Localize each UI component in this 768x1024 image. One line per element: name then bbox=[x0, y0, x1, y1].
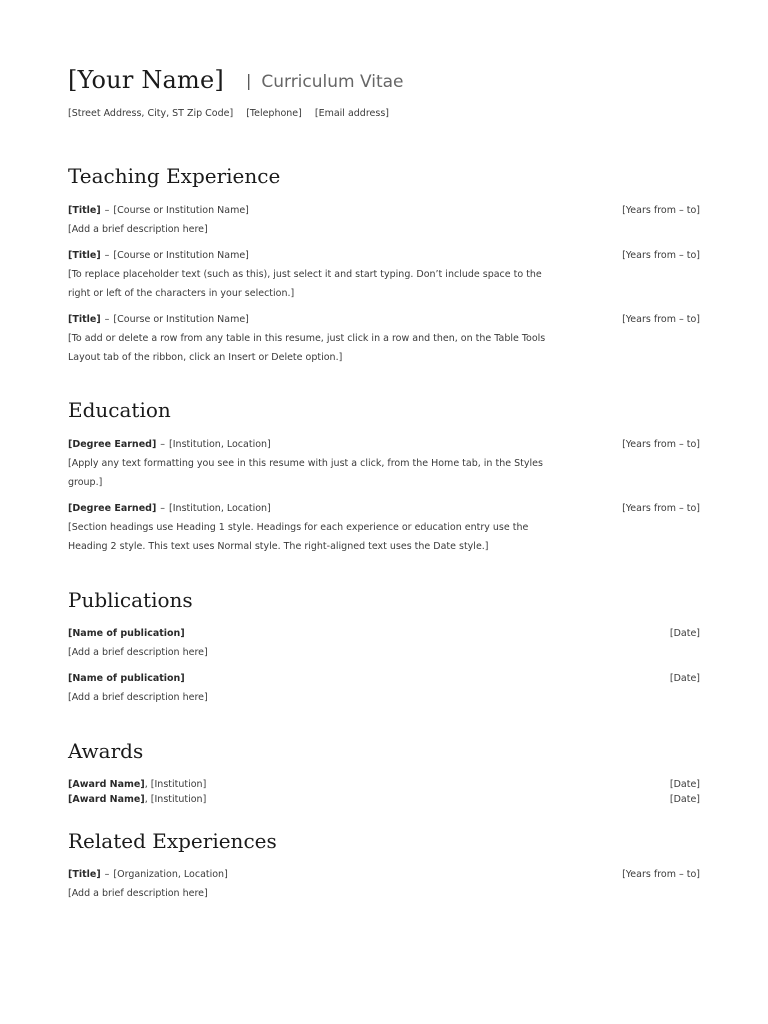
publication-entry-2-description[interactable]: [Add a brief description here] bbox=[68, 692, 208, 703]
teaching-entry-1-header bbox=[68, 205, 700, 216]
publication-name[interactable]: [Name of publication] bbox=[68, 673, 185, 684]
your-name[interactable]: [Your Name] bbox=[68, 66, 224, 94]
award-date[interactable]: [Date] bbox=[669, 794, 700, 805]
entry-dash: – bbox=[104, 869, 110, 880]
entry-title[interactable]: [Title] bbox=[68, 314, 101, 325]
section-heading-teaching[interactable]: Teaching Experience bbox=[68, 164, 281, 188]
teaching-entry-1-description[interactable]: [Add a brief description here] bbox=[68, 224, 208, 235]
publication-date[interactable]: [Date] bbox=[669, 628, 700, 639]
award-entry-2 bbox=[68, 794, 700, 805]
entry-years[interactable]: [Years from – to] bbox=[622, 205, 700, 216]
award-name[interactable]: [Award Name] bbox=[68, 794, 145, 805]
teaching-entry-2-header bbox=[68, 250, 700, 261]
award-institution[interactable]: [Institution] bbox=[150, 779, 207, 790]
entry-years[interactable]: [Years from – to] bbox=[622, 250, 700, 261]
publication-entry-1-description[interactable]: [Add a brief description here] bbox=[68, 647, 208, 658]
section-heading-education[interactable]: Education bbox=[68, 398, 171, 422]
award-name[interactable]: [Award Name] bbox=[68, 779, 145, 790]
cv-header bbox=[68, 66, 708, 94]
award-entry-1 bbox=[68, 779, 700, 790]
entry-degree[interactable]: [Degree Earned] bbox=[68, 503, 157, 514]
teaching-entry-3-description[interactable]: [To add or delete a row from any table in this resume, just click in a row and then, on the Table Tools Layout tab of the ribbon, click an Insert or Delete option.] bbox=[68, 333, 546, 363]
section-heading-related-experiences[interactable]: Related Experiences bbox=[68, 829, 277, 853]
award-date[interactable]: [Date] bbox=[669, 779, 700, 790]
education-entry-1-header bbox=[68, 439, 700, 450]
entry-dash: – bbox=[160, 503, 166, 514]
entry-years[interactable]: [Years from – to] bbox=[622, 439, 700, 450]
telephone[interactable]: [Telephone] bbox=[246, 108, 302, 119]
document-type[interactable]: Curriculum Vitae bbox=[261, 72, 404, 92]
entry-title[interactable]: [Title] bbox=[68, 250, 101, 261]
entry-years[interactable]: [Years from – to] bbox=[622, 503, 700, 514]
title-separator: | bbox=[245, 71, 252, 90]
entry-title[interactable]: [Title] bbox=[68, 869, 101, 880]
award-comma: , bbox=[144, 779, 148, 790]
entry-dash: – bbox=[104, 205, 110, 216]
publication-date[interactable]: [Date] bbox=[669, 673, 700, 684]
award-comma: , bbox=[144, 794, 148, 805]
related-entry-1-description[interactable]: [Add a brief description here] bbox=[68, 888, 208, 899]
street-address[interactable]: [Street Address, City, ST Zip Code] bbox=[68, 108, 234, 119]
award-institution[interactable]: [Institution] bbox=[150, 794, 207, 805]
publication-entry-2-header bbox=[68, 673, 700, 684]
education-entry-1-description[interactable]: [Apply any text formatting you see in this resume with just a click, from the Home tab, in the Styles group.] bbox=[68, 458, 543, 488]
section-heading-publications[interactable]: Publications bbox=[68, 588, 193, 612]
publication-name[interactable]: [Name of publication] bbox=[68, 628, 185, 639]
publication-entry-1-header bbox=[68, 628, 700, 639]
entry-organization[interactable]: [Organization, Location] bbox=[113, 869, 228, 880]
entry-dash: – bbox=[104, 250, 110, 261]
contact-info bbox=[68, 108, 389, 119]
teaching-entry-2-description[interactable]: [To replace placeholder text (such as this), just select it and start typing. Don’t include space to the right or left of the characters in your selection.] bbox=[68, 269, 542, 299]
entry-institution[interactable]: [Course or Institution Name] bbox=[113, 205, 249, 216]
entry-years[interactable]: [Years from – to] bbox=[622, 869, 700, 880]
entry-dash: – bbox=[160, 439, 166, 450]
entry-institution[interactable]: [Institution, Location] bbox=[169, 439, 271, 450]
entry-institution[interactable]: [Institution, Location] bbox=[169, 503, 271, 514]
entry-institution[interactable]: [Course or Institution Name] bbox=[113, 314, 249, 325]
education-entry-2-header bbox=[68, 503, 700, 514]
entry-years[interactable]: [Years from – to] bbox=[622, 314, 700, 325]
entry-dash: – bbox=[104, 314, 110, 325]
related-entry-1-header bbox=[68, 869, 700, 880]
teaching-entry-3-header bbox=[68, 314, 700, 325]
entry-degree[interactable]: [Degree Earned] bbox=[68, 439, 157, 450]
education-entry-2-description[interactable]: [Section headings use Heading 1 style. Headings for each experience or education entry use the Heading 2 style. This text uses Normal style. The right-aligned text uses the Date style.] bbox=[68, 522, 529, 552]
entry-title[interactable]: [Title] bbox=[68, 205, 101, 216]
entry-institution[interactable]: [Course or Institution Name] bbox=[113, 250, 249, 261]
section-heading-awards[interactable]: Awards bbox=[68, 739, 144, 763]
email-address[interactable]: [Email address] bbox=[314, 108, 389, 119]
